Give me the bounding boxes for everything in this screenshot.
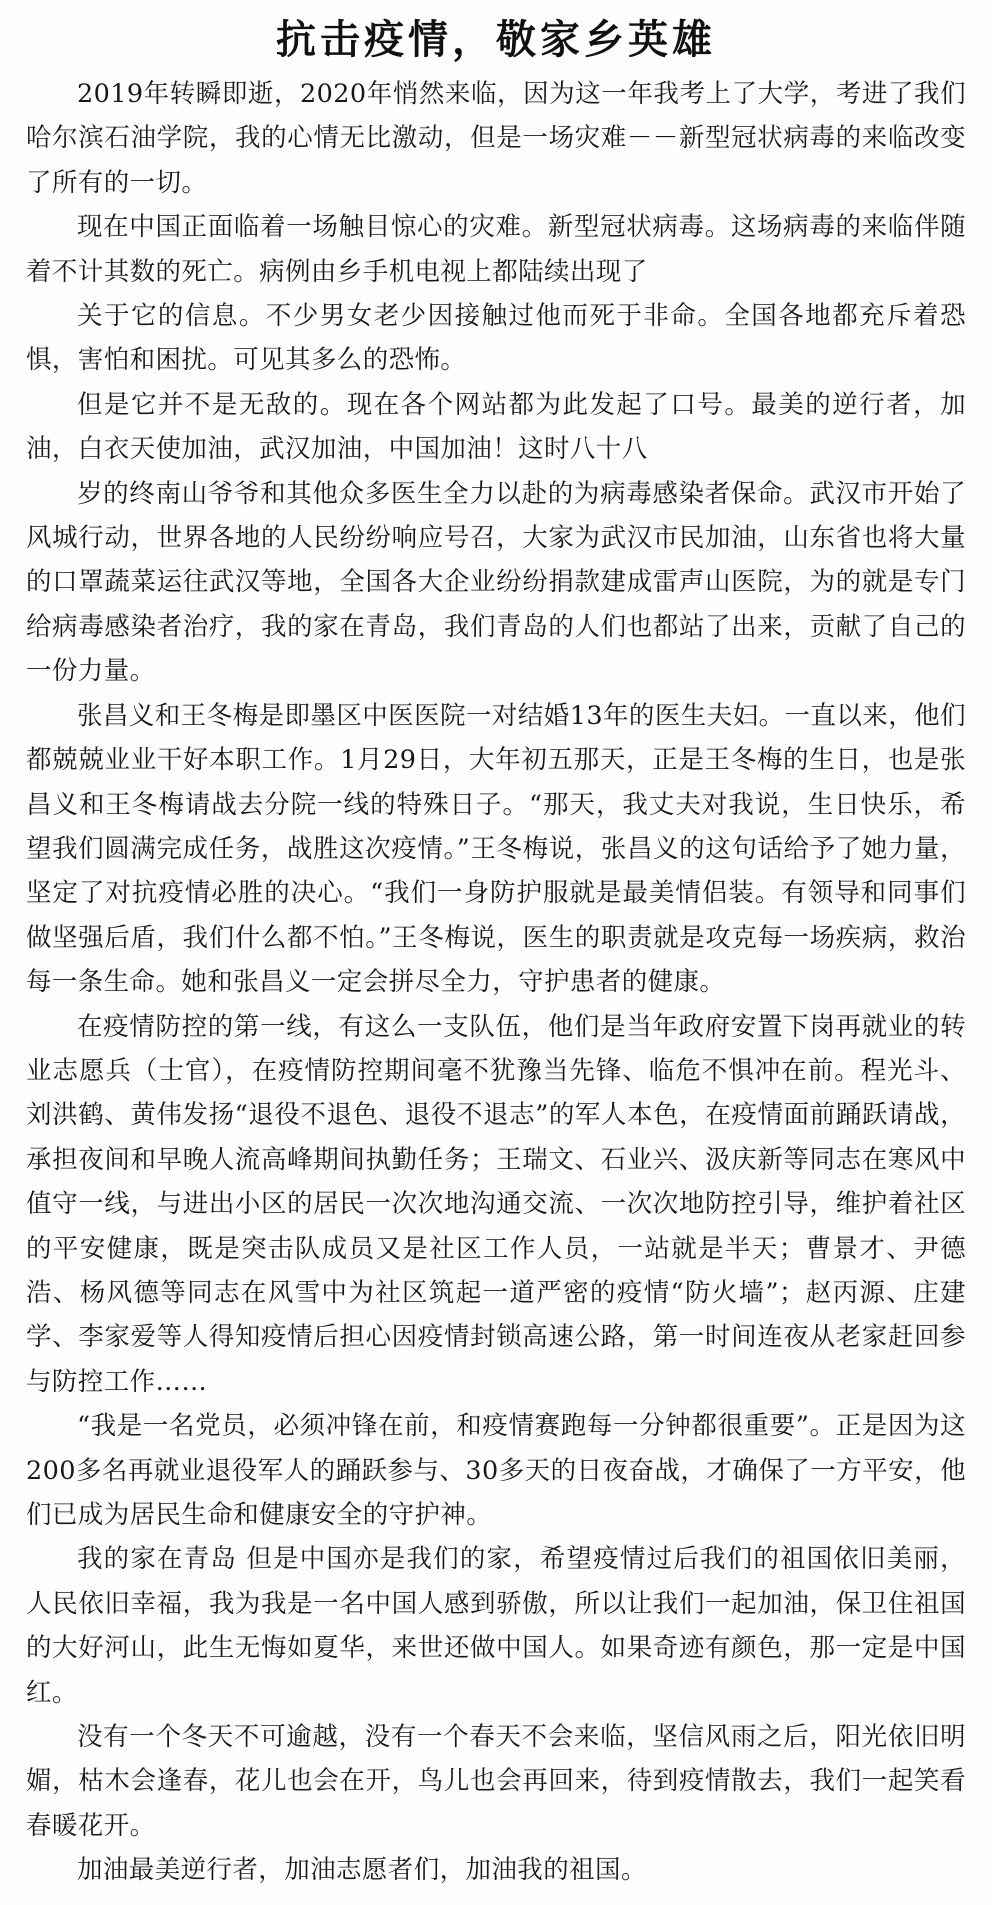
paragraph: 在疫情防控的第一线，有这么一支队伍，他们是当年政府安置下岗再就业的转业志愿兵（士官），在疫情防控期间毫不犹豫当先锋、临危不惧冲在前。程光斗、刘洪鹤、黄伟发扬“退役不退色、退役不退志”的军人本色，在疫情面前踊跃请战，承担夜间和早晚人流高峰期间执勤任务；王瑞文、石业兴、汲庆新等同志在寒风中值守一线，与进出小区的居民一次次地沟通交流、一次次地防控引导，维护着社区的平安健康，既是突击队成员又是社区工作人员，一站就是半天；曹景才、尹德浩、杨风德等同志在风雪中为社区筑起一道严密的疫情“防火墙”；赵丙源、庄建学、李家爱等人得知疫情后担心因疫情封锁高速公路，第一时间连夜从老家赶回参与防控工作…… (26, 1011, 966, 1397)
paragraph: 加油最美逆行者，加油志愿者们，加油我的祖国。 (77, 1855, 647, 1886)
paragraph: 但是它并不是无敌的。现在各个网站都为此发起了口号。最美的逆行者，加油，白衣天使加油，武汉加油，中国加油！这时八十八 (26, 389, 966, 465)
paragraph: 我的家在青岛 但是中国亦是我们的家，希望疫情过后我们的祖国依旧美丽，人民依旧幸福，我为我是一名中国人感到骄傲，所以让我们一起加油，保卫住祖国的大好河山，此生无悔如夏华，来世还做中国人。如果奇迹有颜色，那一定是中国红。 (26, 1544, 966, 1708)
paragraph: 现在中国正面临着一场触目惊心的灾难。新型冠状病毒。这场病毒的来临伴随着不计其数的死亡。病例由乡手机电视上都陆续出现了 (26, 212, 966, 287)
paragraph: “我是一名党员，必须冲锋在前，和疫情赛跑每一分钟都很重要”。正是因为这200多名再就业退役军人的踊跃参与、30多天的日夜奋战，才确保了一方平安，他们已成为居民生命和健康安全的守护神。 (26, 1411, 966, 1530)
paragraph: 关于它的信息。不少男女老少因接触过他而死于非命。全国各地都充斥着恐惧，害怕和困扰。可见其多么的恐怖。 (26, 301, 966, 376)
paragraph: 没有一个冬天不可逾越，没有一个春天不会来临，坚信风雨之后，阳光依旧明媚，枯木会逢春，花儿也会在开，鸟儿也会再回来，待到疫情散去，我们一起笑看春暖花开。 (26, 1722, 966, 1841)
page-title: 抗击疫情，敬家乡英雄 (276, 16, 716, 63)
paragraph: 岁的终南山爷爷和其他众多医生全力以赴的为病毒感染者保命。武汉市开始了风城行动，世界各地的人民纷纷响应号召，大家为武汉市民加油，山东省也将大量的口罩蔬菜运往武汉等地，全国各大企业纷纷捐款建成雷声山医院，为的就是专门给病毒感染者治疗，我的家在青岛，我们青岛的人们也都站了出来，贡献了自己的一份力量。 (26, 478, 966, 687)
paragraph: 2019年转瞬即逝，2020年悄然来临，因为这一年我考上了大学，考进了我们哈尔滨石油学院，我的心情无比激动，但是一场灾难－－新型冠状病毒的来临改变了所有的一切。 (26, 79, 966, 198)
document-body (26, 72, 966, 1893)
paragraph: 张昌义和王冬梅是即墨区中医医院一对结婚13年的医生夫妇。一直以来，他们都兢兢业业干好本职工作。1月29日，大年初五那天，正是王冬梅的生日，也是张昌义和王冬梅请战去分院一线的特殊日子。“那天，我丈夫对我说，生日快乐，希望我们圆满完成任务，战胜这次疫情。”王冬梅说，张昌义的这句话给予了她力量，坚定了对抗疫情必胜的决心。“我们一身防护服就是最美情侣装。有领导和同事们做坚强后盾，我们什么都不怕。”王冬梅说，医生的职责就是攻克每一场疾病，救治每一条生命。她和张昌义一定会拼尽全力，守护患者的健康。 (26, 700, 966, 998)
